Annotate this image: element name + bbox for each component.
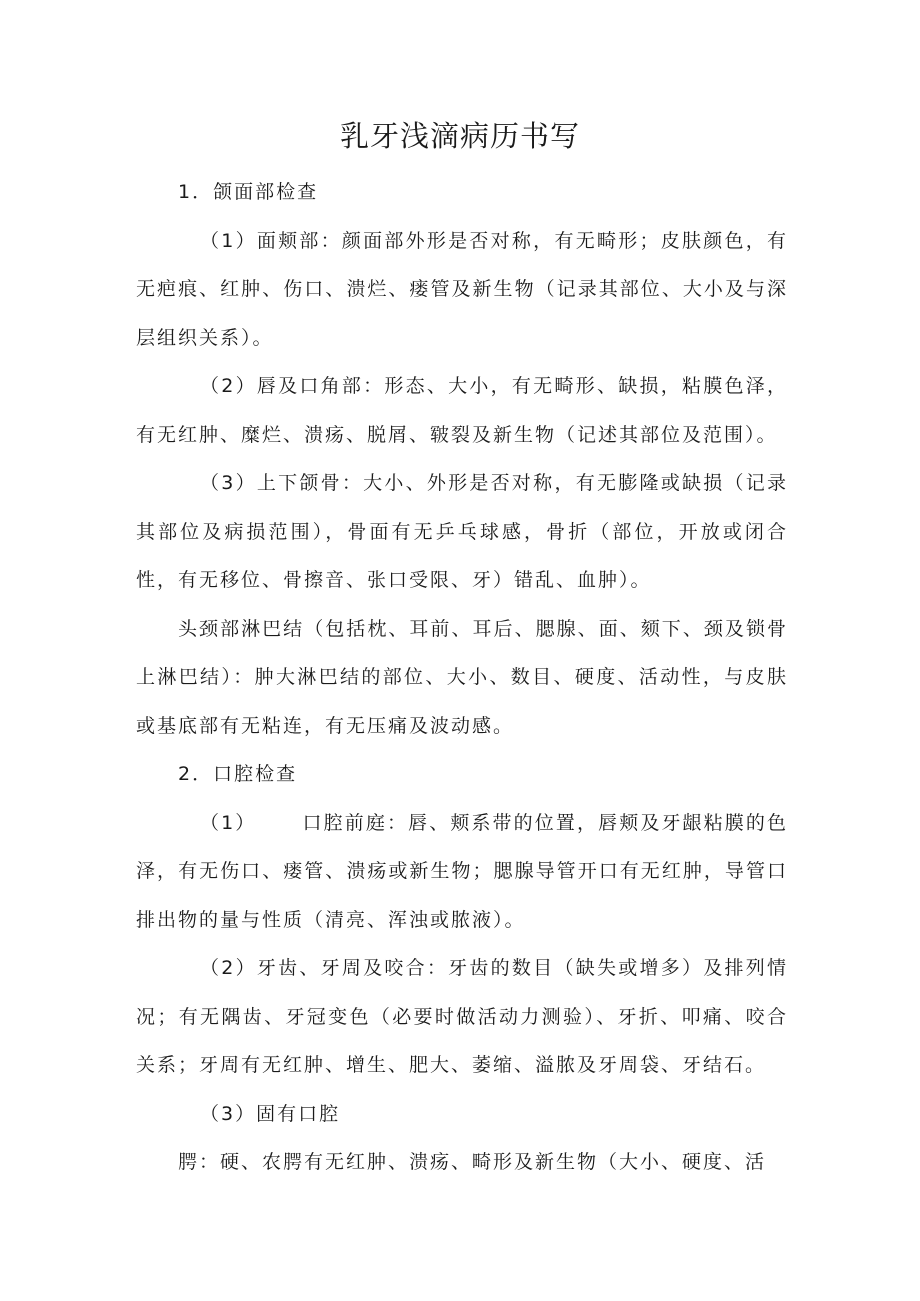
paragraph: （1）面颊部：颜面部外形是否对称，有无畸形；皮肤颜色，有无疤痕、红肿、伤口、溃烂、瘘管及新生物（记录其部位、大小及与深层组织关系）。 [136,229,788,349]
section-heading: 1．颌面部检查 [178,181,319,203]
item-number: （1） [200,811,257,834]
document-body [136,168,788,1187]
paragraph: （3）固有口腔 [200,1102,341,1125]
item-text: 口腔前庭：唇、颊系带的位置，唇颊及牙龈粘膜的色泽，有无伤口、瘘管、溃疡或新生物；腮腺导管开口有无红肿，导管口排出物的量与性质（清亮、浑浊或脓液）。 [136,811,788,931]
paragraph: 腭：硬、农腭有无红肿、溃疡、畸形及新生物（大小、硬度、活 [178,1151,767,1173]
paragraph: （2）牙齿、牙周及咬合：牙齿的数目（缺失或增多）及排列情况；有无隅齿、牙冠变色（必要时做活动力测验）、牙折、叩痛、咬合关系；牙周有无红肿、增生、肥大、萎缩、溢脓及牙周袋、牙结石。 [136,957,788,1076]
paragraph [136,799,788,945]
paragraph: （3）上下颌骨：大小、外形是否对称，有无膨隆或缺损（记录其部位及病损范围），骨面有无乒乓球感，骨折（部位，开放或闭合性，有无移位、骨擦音、张口受限、牙）错乱、血肿）。 [136,472,788,591]
section-heading: 2．口腔检查 [178,763,298,785]
document-title: 乳牙浅滴病历书写 [339,119,580,153]
paragraph: （2）唇及口角部：形态、大小，有无畸形、缺损，粘膜色泽，有无红肿、糜烂、溃疡、脱屑、皲裂及新生物（记述其部位及范围）。 [136,375,788,446]
paragraph: 头颈部淋巴结（包括枕、耳前、耳后、腮腺、面、颏下、颈及锁骨上淋巴结）：肿大淋巴结的部位、大小、数目、硬度、活动性，与皮肤或基底部有无粘连，有无压痛及波动感。 [136,617,788,737]
